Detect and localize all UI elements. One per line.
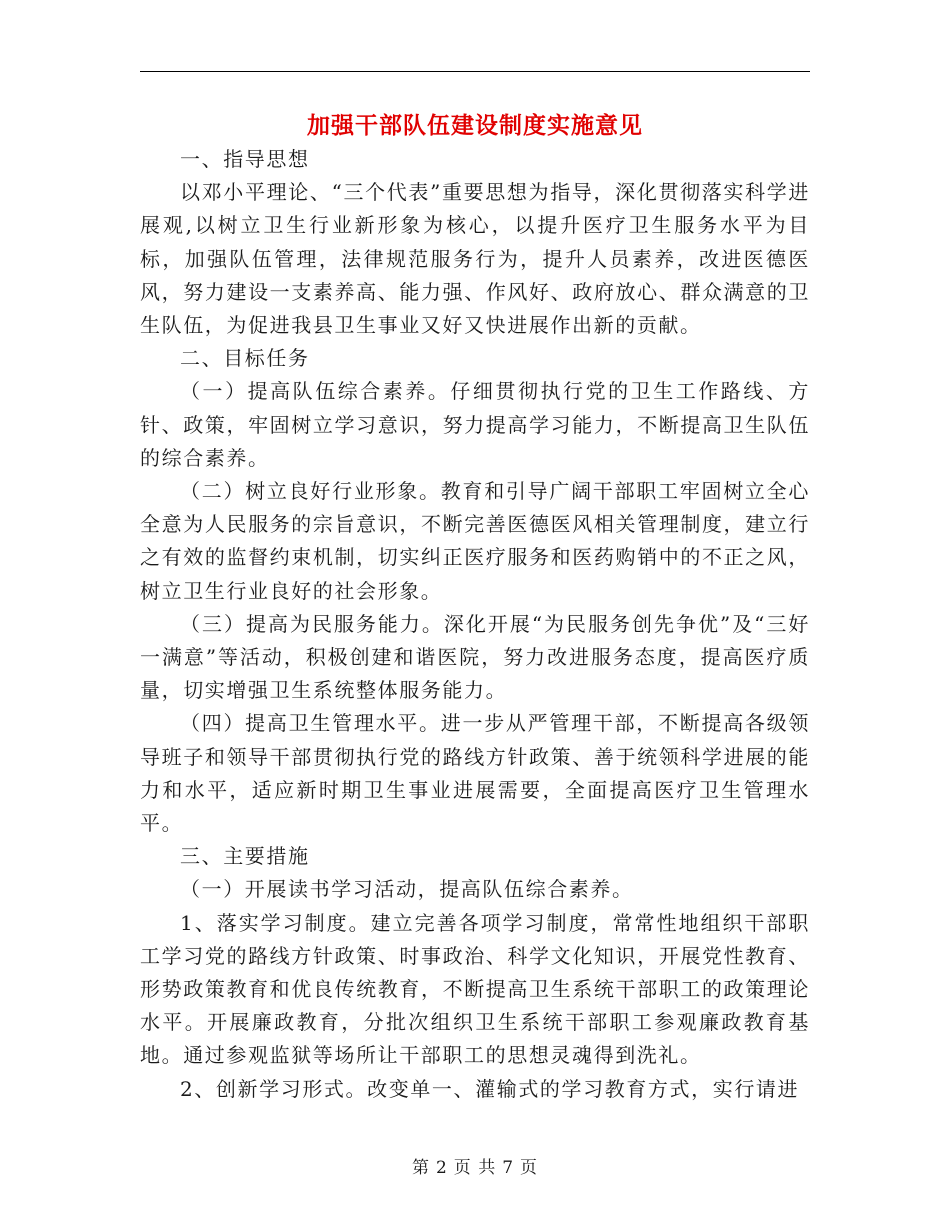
paragraph-goal-1: （一）提高队伍综合素养。仔细贯彻执行党的卫生工作路线、方针、政策，牢固树立学习意识，努力提高学习能力，不断提高卫生队伍的综合素养。 <box>140 379 810 470</box>
paragraph-guiding-ideology: 以邓小平理论、“三个代表”重要思想为指导，深化贯彻落实科学进展观,以树立卫生行业新形象为核心，以提升医疗卫生服务水平为目标，加强队伍管理，法律规范服务行为，提升人员素养，改进医德医风，努力建设一支素养高、能力强、作风好、政府放心、群众满意的卫生队伍，为促进我县卫生事业又好又快进展作出新的贡献。 <box>140 180 810 338</box>
page-number-total: 7 <box>502 1158 515 1178</box>
page-number <box>0 1153 950 1178</box>
document-title: 加强干部队伍建设制度实施意见 <box>307 112 643 139</box>
document-body <box>140 143 810 1106</box>
subheading-measure-1: （一）开展读书学习活动，提高队伍综合素养。 <box>180 877 634 902</box>
page-number-suffix: 页 <box>520 1158 539 1178</box>
paragraph-measure-1-1: 1、落实学习制度。建立完善各项学习制度，常常性地组织干部职工学习党的路线方针政策、时事政治、科学文化知识，开展党性教育、形势政策教育和优良传统教育，不断提高卫生系统干部职工的政策理论水平。开展廉政教育，分批次组织卫生系统干部职工参观廉政教育基地。通过参观监狱等场所让干部职工的思想灵魂得到洗礼。 <box>140 910 810 1068</box>
paragraph-goal-3: （三）提高为民服务能力。深化开展“为民服务创先争优”及“三好一满意”等活动，积极创建和谐医院，努力改进服务态度，提高医疗质量，切实增强卫生系统整体服务能力。 <box>140 611 810 703</box>
section-heading-guiding-ideology: 一、指导思想 <box>180 147 310 171</box>
page-number-middle: 页 共 <box>453 1158 497 1178</box>
page-number-prefix: 第 <box>411 1158 430 1178</box>
paragraph-goal-2: （二）树立良好行业形象。教育和引导广阔干部职工牢固树立全心全意为人民服务的宗旨意识，不断完善医德医风相关管理制度，建立行之有效的监督约束机制，切实纠正医疗服务和医药购销中的不正之风，树立卫生行业良好的社会形象。 <box>140 479 810 603</box>
page-number-current: 2 <box>435 1158 448 1178</box>
paragraph-goal-4: （四）提高卫生管理水平。进一步从严管理干部，不断提高各级领导班子和领导干部贯彻执行党的路线方针政策、善于统领科学进展的能力和水平，适应新时期卫生事业进展需要，全面提高医疗卫生管理水平。 <box>140 711 810 836</box>
paragraph-measure-1-2: 2、创新学习形式。改变单一、灌输式的学习教育方式，实行请进 <box>180 1076 800 1101</box>
section-heading-goals: 二、目标任务 <box>180 346 310 371</box>
section-heading-measures: 三、主要措施 <box>180 844 310 869</box>
header-rule <box>140 71 810 72</box>
